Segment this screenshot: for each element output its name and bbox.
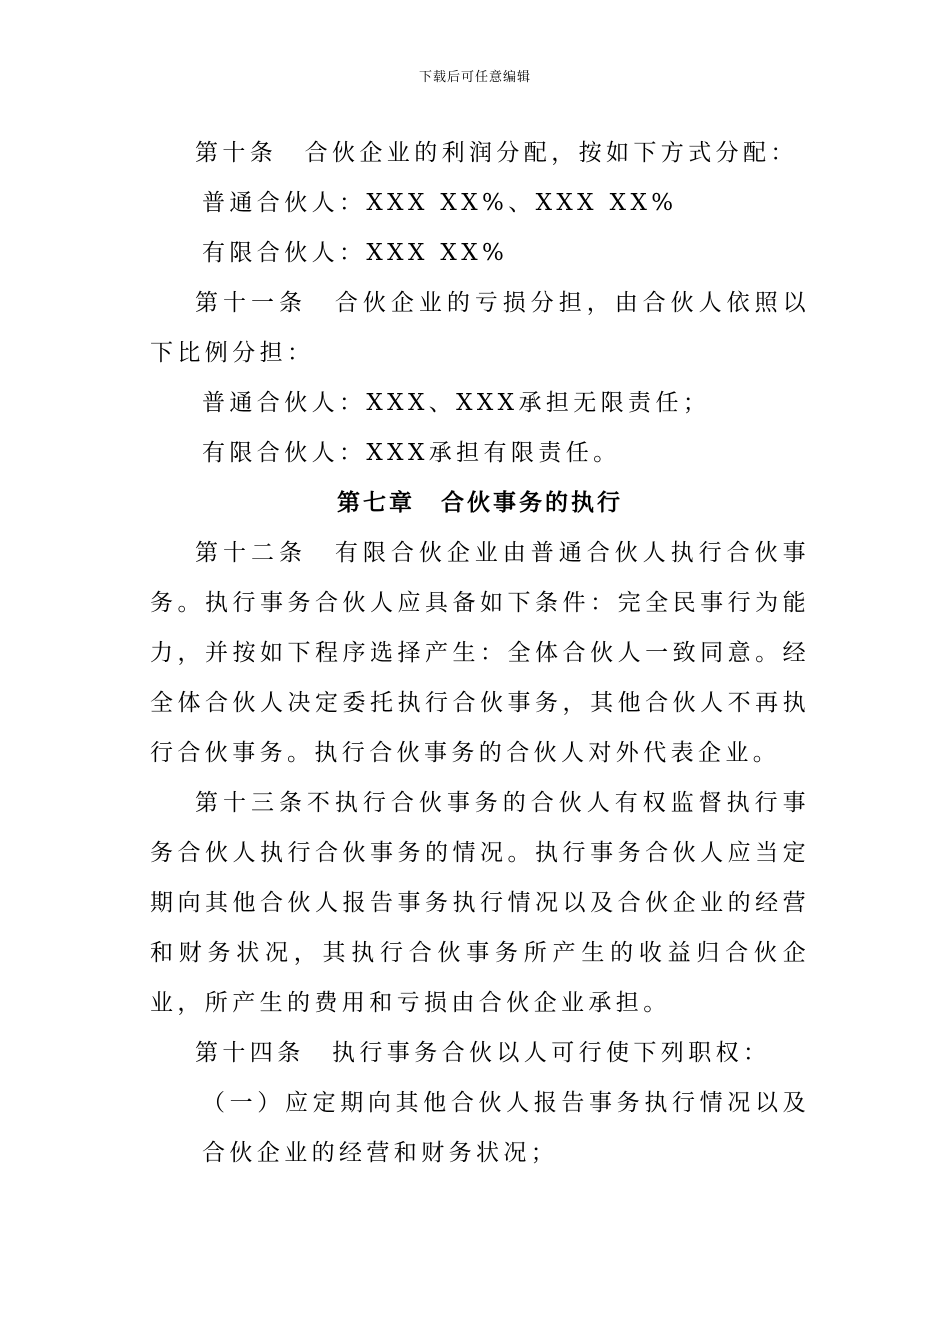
page-header: 下载后可任意编辑: [418, 70, 531, 85]
article-11: 第十一条 合伙企业的亏损分担，由合伙人依照以下比例分担：: [150, 290, 810, 366]
article-11-general-partner: 普通合伙人：XXX、XXX承担无限责任；: [202, 390, 711, 416]
document-body: [150, 128, 810, 1178]
article-13: 第十三条不执行合伙事务的合伙人有权监督执行事务合伙人执行合伙事务的情况。执行事务合伙人应当定期向其他合伙人报告事务执行情况以及合伙企业的经营和财务状况，其执行合伙事务所产生的收益归合伙企业，所产生的费用和亏损由合伙企业承担。: [150, 790, 810, 1016]
article-11-limited-partner: 有限合伙人：XXX承担有限责任。: [202, 440, 621, 466]
article-14: 第十四条 执行事务合伙以人可行使下列职权：: [195, 1040, 771, 1066]
article-10-limited-partner: 有限合伙人：XXX XX%: [202, 240, 509, 266]
article-10-general-partner: 普通合伙人：XXX XX%、XXX XX%: [202, 190, 678, 216]
article-12: 第十二条 有限合伙企业由普通合伙人执行合伙事务。执行事务合伙人应具备如下条件：完全民事行为能力，并按如下程序选择产生：全体合伙人一致同意。经全体合伙人决定委托执行合伙事务，其他合伙人不再执行合伙事务。执行合伙事务的合伙人对外代表企业。: [150, 540, 810, 766]
chapter-7-title: 第七章 合伙事务的执行: [337, 489, 623, 516]
article-14-item-1: （一）应定期向其他合伙人报告事务执行情况以及合伙企业的经营和财务状况；: [202, 1090, 810, 1166]
article-10: 第十条 合伙企业的利润分配，按如下方式分配：: [195, 140, 798, 166]
